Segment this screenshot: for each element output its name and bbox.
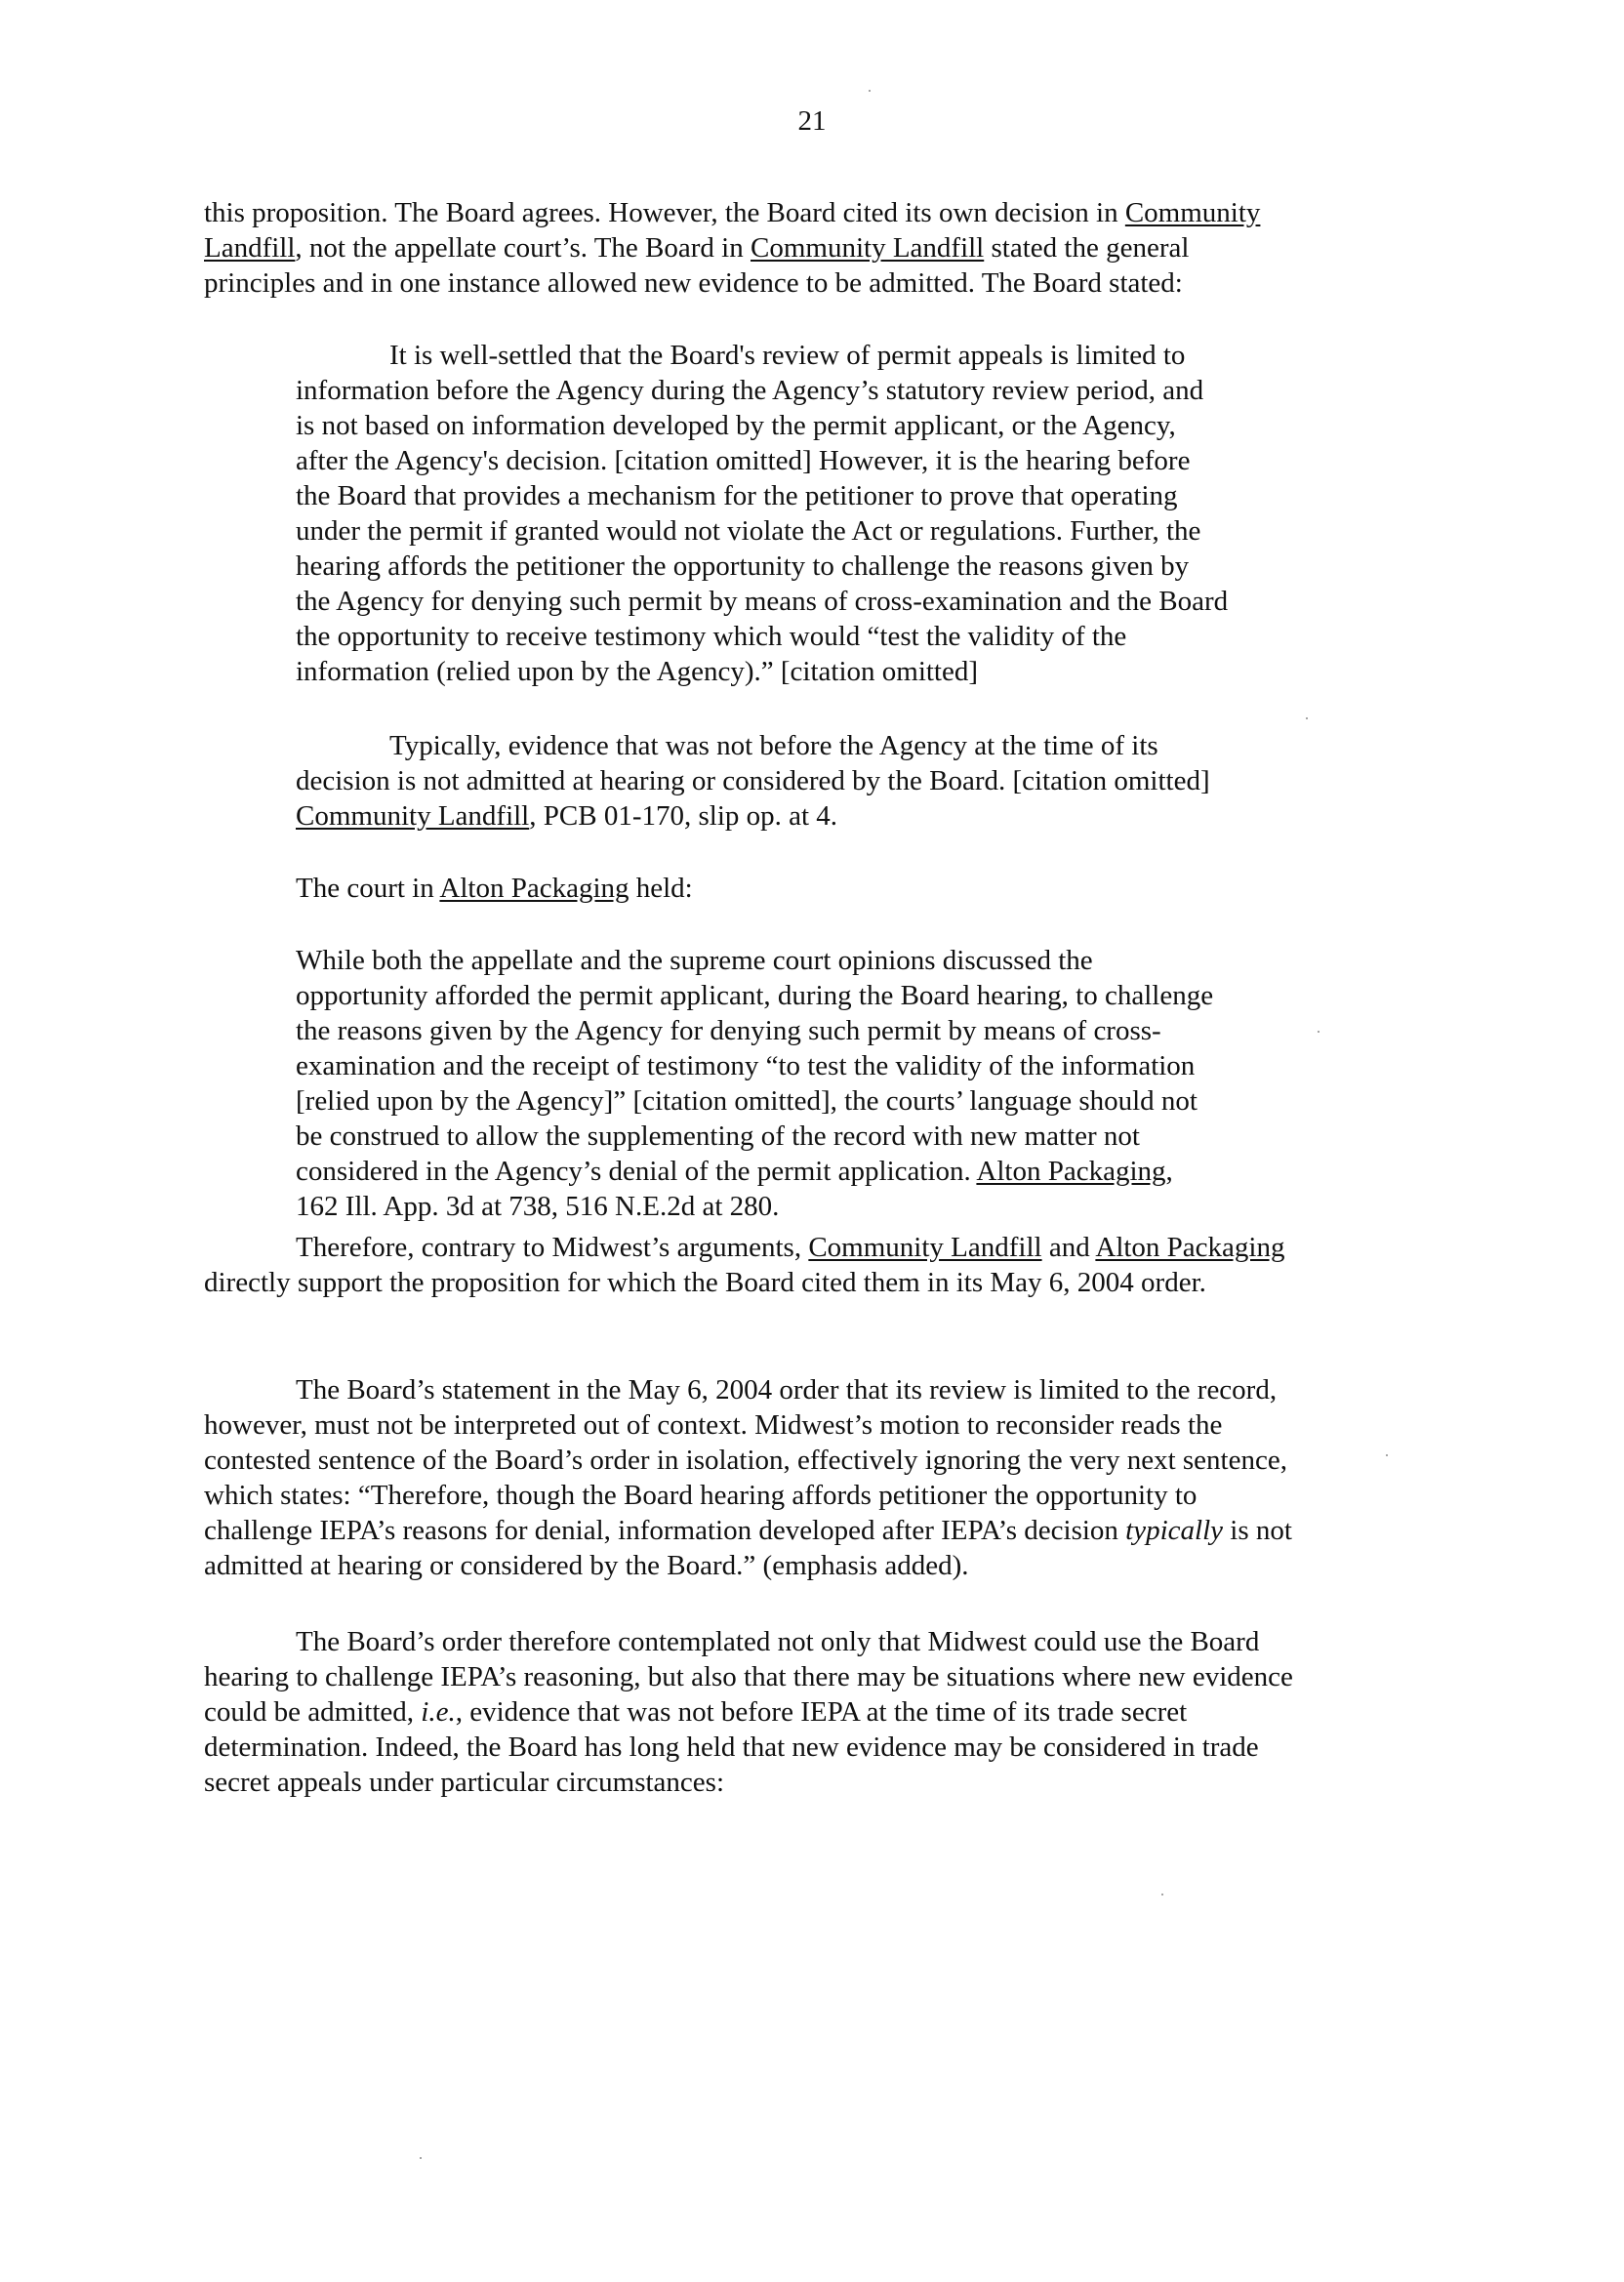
quote-line: the opportunity to receive testimony which would “test the validity of the (296, 621, 1127, 652)
text-line: The court in Alton Packaging held: (296, 873, 693, 904)
scan-speck (869, 90, 871, 92)
statement-paragraph (204, 1372, 1424, 1583)
quote-line: decision is not admitted at hearing or considered by the Board. [citation omitted] (296, 765, 1210, 796)
scan-speck (420, 2157, 422, 2159)
quote-line: hearing affords the petitioner the opportunity to challenge the reasons given by (296, 550, 1190, 582)
scan-speck (1161, 1894, 1163, 1895)
court-intro (296, 871, 1389, 906)
text-line: could be admitted, i.e., evidence that was not before IEPA at the time of its trade secret (204, 1696, 1188, 1728)
text-line: principles and in one instance allowed new evidence to be admitted. The Board stated: (204, 267, 1183, 299)
scan-speck (1386, 1454, 1388, 1456)
quote-line: While both the appellate and the supreme court opinions discussed the (296, 945, 1093, 976)
quote-line: the reasons given by the Agency for denying such permit by means of cross- (296, 1015, 1161, 1046)
citation-alton-packaging: Alton Packaging (1095, 1232, 1285, 1263)
therefore-paragraph (204, 1230, 1424, 1300)
text-line: this proposition. The Board agrees. However, the Board cited its own decision in Community (204, 197, 1261, 228)
citation-alton-packaging: Alton Packaging (976, 1156, 1166, 1187)
quote-line: It is well-settled that the Board's review of permit appeals is limited to (389, 340, 1186, 371)
text-line: Landfill, not the appellate court’s. The Board in Community Landfill stated the general (204, 232, 1190, 264)
emphasis-typically: typically (1125, 1515, 1224, 1546)
citation-community-landfill: Landfill (204, 232, 296, 264)
block-quote-typically (296, 728, 1389, 834)
text-line: contested sentence of the Board’s order in isolation, effectively ignoring the very next sentence, (204, 1445, 1287, 1476)
quote-line: after the Agency's decision. [citation omitted] However, it is the hearing before (296, 445, 1191, 476)
text-line: secret appeals under particular circumstances: (204, 1767, 725, 1798)
quote-line: be construed to allow the supplementing of the record with new matter not (296, 1121, 1140, 1152)
quote-line: Community Landfill, PCB 01-170, slip op. at 4. (296, 800, 838, 832)
scan-speck (1306, 717, 1308, 719)
citation-community-landfill: Community Landfill (296, 800, 530, 832)
quote-line: 162 Ill. App. 3d at 738, 516 N.E.2d at 280. (296, 1191, 780, 1222)
quote-line: the Agency for denying such permit by means of cross-examination and the Board (296, 586, 1229, 617)
quote-line: information (relied upon by the Agency).” [citation omitted] (296, 656, 979, 687)
quote-line: examination and the receipt of testimony “to test the validity of the information (296, 1050, 1196, 1081)
text-line: The Board’s order therefore contemplated not only that Midwest could use the Board (296, 1626, 1260, 1657)
citation-community-landfill: Community Landfill (751, 232, 985, 264)
block-quote-community-landfill (296, 338, 1389, 689)
text-line: Therefore, contrary to Midwest’s arguments, Community Landfill and Alton Packaging (296, 1232, 1285, 1263)
text-line: determination. Indeed, the Board has long held that new evidence may be considered in trade (204, 1732, 1259, 1763)
citation-community-landfill: Community Landfill (808, 1232, 1042, 1263)
text-line: which states: “Therefore, though the Board hearing affords petitioner the opportunity to (204, 1480, 1198, 1511)
quote-line: is not based on information developed by the permit applicant, or the Agency, (296, 410, 1176, 441)
quote-line: Typically, evidence that was not before the Agency at the time of its (389, 730, 1158, 761)
page-number: 21 (797, 105, 827, 137)
text-line: directly support the proposition for which the Board cited them in its May 6, 2004 order. (204, 1267, 1206, 1298)
quote-line: under the permit if granted would not violate the Act or regulations. Further, the (296, 515, 1201, 547)
scan-speck (1318, 1031, 1320, 1033)
text-line: The Board’s statement in the May 6, 2004 order that its review is limited to the record, (296, 1374, 1278, 1406)
quote-line: [relied upon by the Agency]” [citation omitted], the courts’ language should not (296, 1085, 1198, 1117)
order-paragraph (204, 1624, 1424, 1800)
citation-community-landfill: Community (1124, 197, 1261, 228)
quote-line: the Board that provides a mechanism for the petitioner to prove that operating (296, 480, 1178, 511)
quote-line: opportunity afforded the permit applicant, during the Board hearing, to challenge (296, 980, 1214, 1011)
block-quote-alton-packaging (296, 943, 1389, 1224)
quote-line: considered in the Agency’s denial of the permit application. Alton Packaging, (296, 1156, 1173, 1187)
text-line: challenge IEPA’s reasons for denial, information developed after IEPA’s decision typically is not (204, 1515, 1292, 1546)
emphasis-ie: i.e. (421, 1696, 456, 1728)
quote-line: information before the Agency during the Agency’s statutory review period, and (296, 375, 1204, 406)
text-line: hearing to challenge IEPA’s reasoning, but also that there may be situations where new evidence (204, 1661, 1293, 1692)
citation-alton-packaging: Alton Packaging (439, 873, 629, 904)
text-line: however, must not be interpreted out of context. Midwest’s motion to reconsider reads the (204, 1409, 1223, 1441)
intro-paragraph (204, 195, 1424, 301)
text-line: admitted at hearing or considered by the Board.” (emphasis added). (204, 1550, 969, 1581)
